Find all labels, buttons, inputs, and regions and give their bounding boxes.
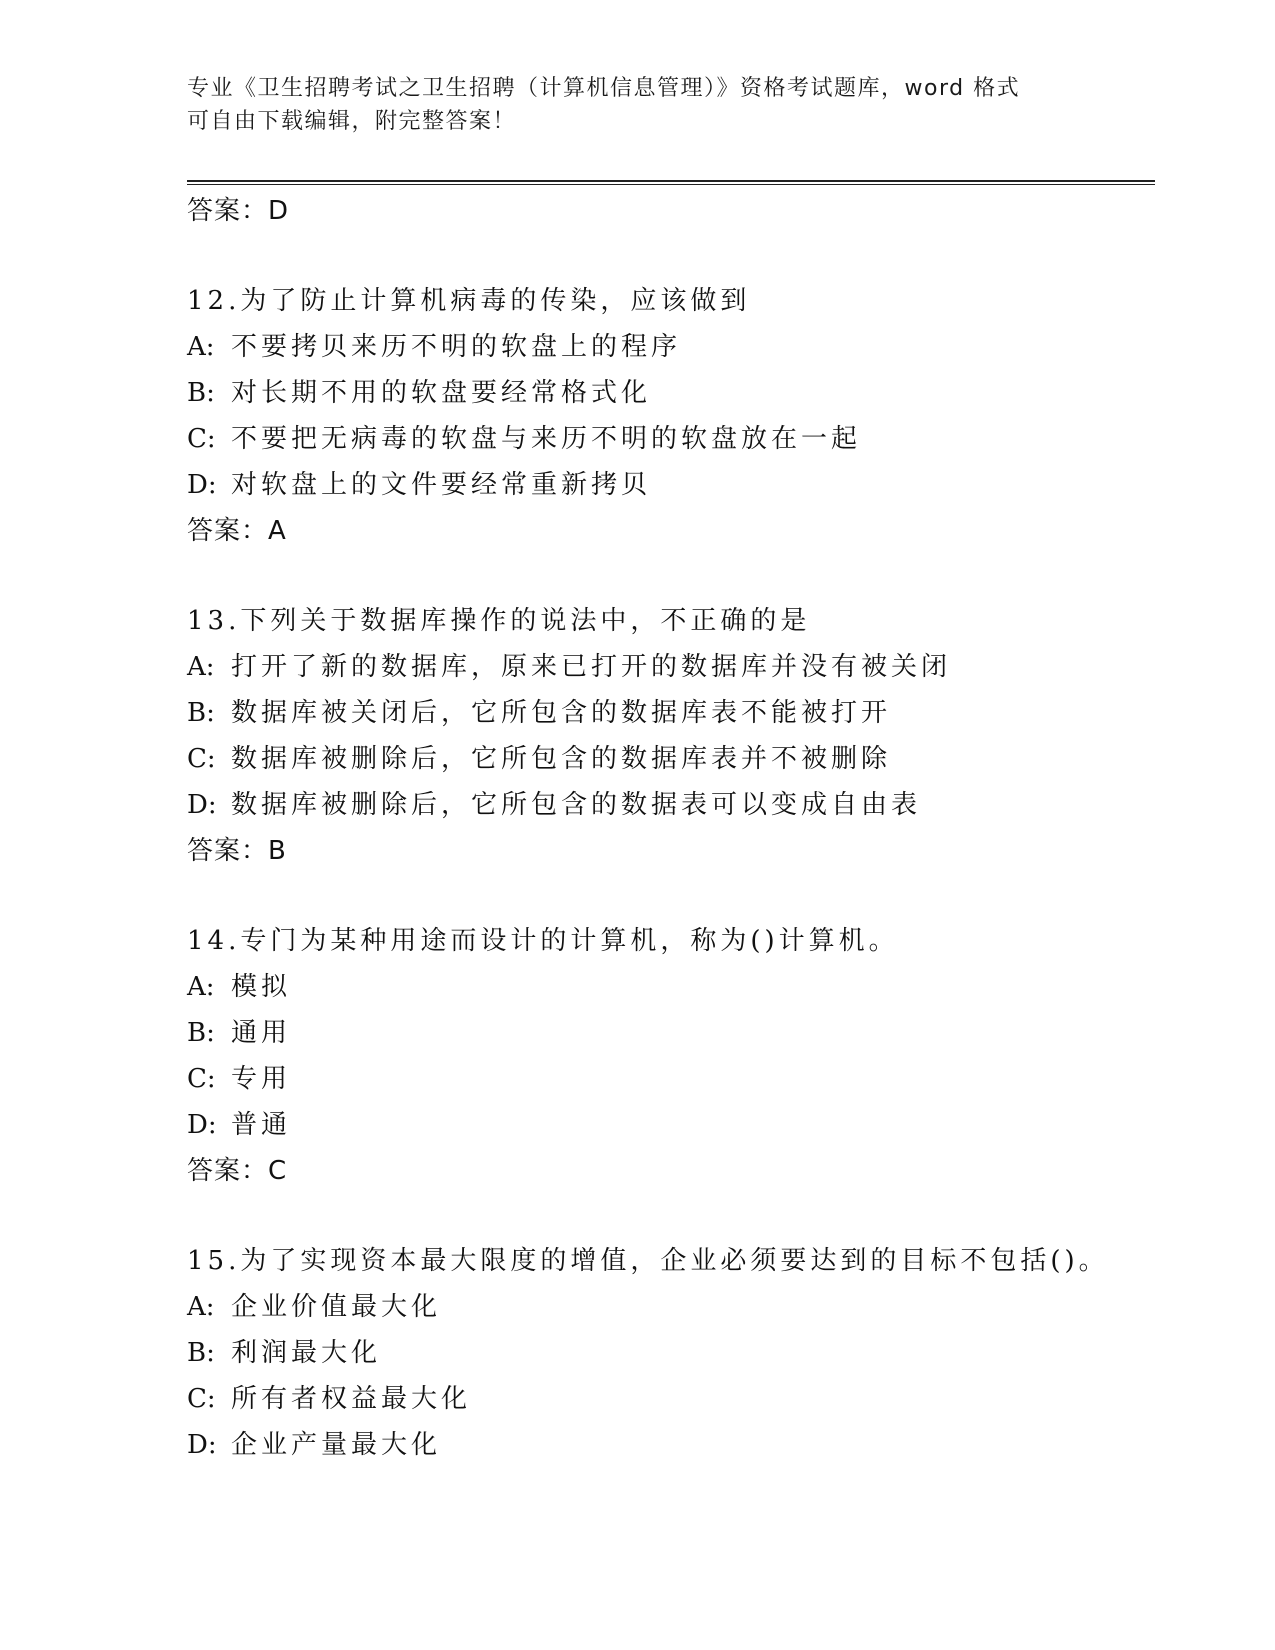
option-a xyxy=(187,644,1155,690)
option-letter: D: xyxy=(187,790,217,820)
option-letter: C: xyxy=(187,424,216,454)
option-text: 利润最大化 xyxy=(231,1338,382,1368)
question-block-15 xyxy=(187,1238,1155,1468)
spacer xyxy=(187,1194,1155,1238)
option-text: 专用 xyxy=(231,1064,292,1094)
option-c xyxy=(187,1376,1155,1422)
option-letter: C: xyxy=(187,1064,216,1094)
option-letter: D: xyxy=(187,1430,217,1460)
option-text: 企业价值最大化 xyxy=(231,1292,442,1322)
option-letter: A: xyxy=(187,1292,215,1322)
question-text: 14.专门为某种用途而设计的计算机，称为()计算机。 xyxy=(187,926,899,956)
option-c xyxy=(187,1056,1155,1102)
option-text: 对长期不用的软盘要经常格式化 xyxy=(231,378,652,408)
option-letter: A: xyxy=(187,332,215,362)
document-header xyxy=(187,72,1087,138)
option-letter: B: xyxy=(187,378,215,408)
option-text: 通用 xyxy=(231,1018,292,1048)
option-text: 打开了新的数据库，原来已打开的数据库并没有被关闭 xyxy=(231,652,952,682)
option-letter: C: xyxy=(187,744,216,774)
option-b xyxy=(187,1010,1155,1056)
option-text: 企业产量最大化 xyxy=(231,1430,442,1460)
question-text: 12.为了防止计算机病毒的传染，应该做到 xyxy=(187,286,751,316)
option-b xyxy=(187,1330,1155,1376)
question-text: 15.为了实现资本最大限度的增值，企业必须要达到的目标不包括()。 xyxy=(187,1246,1109,1276)
header-title-line-2: 可自由下载编辑，附完整答案！ xyxy=(187,109,517,134)
question-text: 13.下列关于数据库操作的说法中，不正确的是 xyxy=(187,606,811,636)
option-letter: B: xyxy=(187,698,215,728)
option-text: 不要把无病毒的软盘与来历不明的软盘放在一起 xyxy=(231,424,862,454)
header-title-line-1: 专业《卫生招聘考试之卫生招聘（计算机信息管理）》资格考试题库，word 格式 xyxy=(187,76,1021,101)
option-letter: A: xyxy=(187,652,215,682)
option-text: 所有者权益最大化 xyxy=(231,1384,472,1414)
option-b xyxy=(187,370,1155,416)
option-letter: D: xyxy=(187,470,217,500)
spacer xyxy=(187,554,1155,598)
answer-text: 答案：C xyxy=(187,1156,288,1186)
option-b xyxy=(187,690,1155,736)
option-a xyxy=(187,324,1155,370)
option-text: 模拟 xyxy=(231,972,292,1002)
question-block-13 xyxy=(187,598,1155,874)
option-letter: B: xyxy=(187,1018,215,1048)
option-d xyxy=(187,462,1155,508)
previous-answer: 答案：D xyxy=(187,196,290,226)
spacer xyxy=(187,874,1155,918)
header-divider-thin xyxy=(187,184,1155,185)
answer-text: 答案：B xyxy=(187,836,287,866)
spacer xyxy=(187,234,1155,278)
option-d xyxy=(187,1102,1155,1148)
option-a xyxy=(187,1284,1155,1330)
option-text: 数据库被删除后，它所包含的数据库表并不被删除 xyxy=(231,744,892,774)
option-letter: A: xyxy=(187,972,215,1002)
option-letter: D: xyxy=(187,1110,217,1140)
question-block-14 xyxy=(187,918,1155,1194)
option-d xyxy=(187,1422,1155,1468)
option-text: 数据库被关闭后，它所包含的数据库表不能被打开 xyxy=(231,698,892,728)
option-a xyxy=(187,964,1155,1010)
option-text: 数据库被删除后，它所包含的数据表可以变成自由表 xyxy=(231,790,922,820)
option-text: 对软盘上的文件要经常重新拷贝 xyxy=(231,470,652,500)
option-letter: B: xyxy=(187,1338,215,1368)
header-divider-thick xyxy=(187,180,1155,182)
option-text: 不要拷贝来历不明的软盘上的程序 xyxy=(231,332,682,362)
option-c xyxy=(187,416,1155,462)
option-c xyxy=(187,736,1155,782)
question-block-12 xyxy=(187,278,1155,554)
option-letter: C: xyxy=(187,1384,216,1414)
option-d xyxy=(187,782,1155,828)
question-list xyxy=(187,188,1155,1468)
answer-text: 答案：A xyxy=(187,516,287,546)
option-text: 普通 xyxy=(231,1110,292,1140)
